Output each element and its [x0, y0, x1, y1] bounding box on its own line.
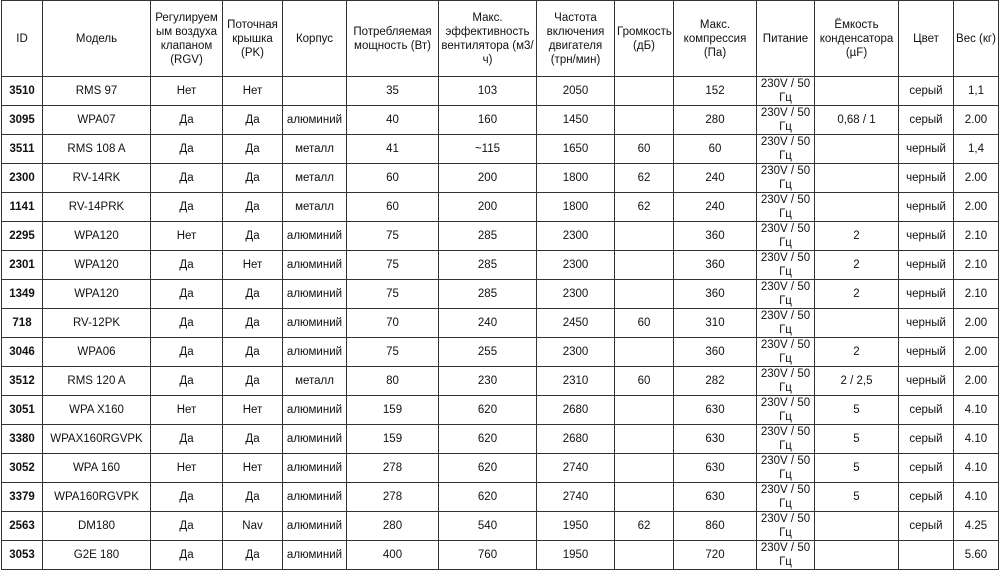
cell-weight: 4.25 — [954, 512, 999, 541]
cell-airflow: ~115 — [439, 135, 537, 164]
cell-capacitor: 2 — [815, 222, 899, 251]
cell-supply: 230V / 50 Гц — [757, 222, 815, 251]
table-row — [2, 251, 999, 280]
cell-rpm: 1800 — [537, 164, 615, 193]
cell-model: WPA120 — [43, 222, 151, 251]
cell-noise — [615, 396, 674, 425]
cell-noise — [615, 251, 674, 280]
header-power: Потребляемая мощность (Вт) — [347, 1, 439, 77]
header-id: ID — [2, 1, 43, 77]
cell-weight: 4.10 — [954, 483, 999, 512]
cell-noise — [615, 425, 674, 454]
cell-pressure: 282 — [674, 367, 757, 396]
cell-body: алюминий — [283, 338, 347, 367]
cell-airflow: 760 — [439, 541, 537, 570]
cell-model: RMS 97 — [43, 77, 151, 106]
cell-pressure: 280 — [674, 106, 757, 135]
cell-pressure: 60 — [674, 135, 757, 164]
cell-model: WPA 160 — [43, 454, 151, 483]
cell-id: 3379 — [2, 483, 43, 512]
cell-pk: Да — [223, 222, 283, 251]
cell-weight: 1,4 — [954, 135, 999, 164]
cell-rpm: 2300 — [537, 338, 615, 367]
cell-pressure: 240 — [674, 193, 757, 222]
header-rgv: Регулируем ым воздуха клапаном (RGV) — [151, 1, 223, 77]
cell-rgv: Да — [151, 251, 223, 280]
cell-noise — [615, 222, 674, 251]
table-row — [2, 77, 999, 106]
cell-id: 3380 — [2, 425, 43, 454]
cell-pressure: 310 — [674, 309, 757, 338]
cell-weight: 2.00 — [954, 338, 999, 367]
cell-airflow: 285 — [439, 280, 537, 309]
cell-capacitor — [815, 77, 899, 106]
cell-power: 278 — [347, 454, 439, 483]
cell-rgv: Да — [151, 280, 223, 309]
cell-pressure: 720 — [674, 541, 757, 570]
cell-pressure: 360 — [674, 251, 757, 280]
cell-body: алюминий — [283, 425, 347, 454]
cell-id: 3046 — [2, 338, 43, 367]
cell-id: 2295 — [2, 222, 43, 251]
cell-model: WPAX160RGVPK — [43, 425, 151, 454]
cell-rgv: Да — [151, 338, 223, 367]
cell-pressure: 860 — [674, 512, 757, 541]
cell-noise — [615, 454, 674, 483]
cell-capacitor: 2 — [815, 338, 899, 367]
cell-model: WPA120 — [43, 251, 151, 280]
cell-weight: 2.00 — [954, 164, 999, 193]
cell-color: черный — [899, 193, 954, 222]
cell-pk: Nav — [223, 512, 283, 541]
cell-pk: Да — [223, 193, 283, 222]
cell-body: алюминий — [283, 251, 347, 280]
cell-power: 75 — [347, 338, 439, 367]
cell-color: черный — [899, 135, 954, 164]
cell-color: серый — [899, 396, 954, 425]
cell-color: черный — [899, 338, 954, 367]
cell-capacitor: 2 / 2,5 — [815, 367, 899, 396]
cell-noise: 62 — [615, 512, 674, 541]
header-noise: Громкость (дБ) — [615, 1, 674, 77]
cell-pressure: 240 — [674, 164, 757, 193]
cell-pk: Да — [223, 483, 283, 512]
cell-noise — [615, 77, 674, 106]
cell-airflow: 200 — [439, 164, 537, 193]
cell-rpm: 2050 — [537, 77, 615, 106]
cell-color: черный — [899, 309, 954, 338]
table-row — [2, 106, 999, 135]
cell-color: черный — [899, 251, 954, 280]
cell-rpm: 2300 — [537, 251, 615, 280]
cell-model: RV-14PRK — [43, 193, 151, 222]
cell-body: алюминий — [283, 280, 347, 309]
cell-rpm: 2740 — [537, 454, 615, 483]
cell-capacitor — [815, 541, 899, 570]
spec-table — [1, 0, 999, 570]
cell-weight: 4.10 — [954, 454, 999, 483]
cell-rpm: 2300 — [537, 222, 615, 251]
cell-model: WPA X160 — [43, 396, 151, 425]
cell-pressure: 630 — [674, 483, 757, 512]
cell-model: WPA06 — [43, 338, 151, 367]
cell-body: алюминий — [283, 483, 347, 512]
cell-noise — [615, 106, 674, 135]
cell-id: 3511 — [2, 135, 43, 164]
cell-power: 35 — [347, 77, 439, 106]
cell-rgv: Да — [151, 483, 223, 512]
cell-rgv: Да — [151, 193, 223, 222]
cell-id: 3510 — [2, 77, 43, 106]
cell-power: 75 — [347, 251, 439, 280]
header-weight: Вес (кг) — [954, 1, 999, 77]
cell-noise — [615, 280, 674, 309]
table-row — [2, 164, 999, 193]
cell-supply: 230V / 50 Гц — [757, 280, 815, 309]
cell-supply: 230V / 50 Гц — [757, 338, 815, 367]
cell-supply: 230V / 50 Гц — [757, 309, 815, 338]
cell-pressure: 360 — [674, 338, 757, 367]
cell-pk: Да — [223, 280, 283, 309]
cell-model: WPA120 — [43, 280, 151, 309]
header-body: Корпус — [283, 1, 347, 77]
cell-rpm: 2680 — [537, 425, 615, 454]
cell-color — [899, 541, 954, 570]
cell-weight: 2.10 — [954, 280, 999, 309]
cell-supply: 230V / 50 Гц — [757, 454, 815, 483]
cell-pressure: 630 — [674, 425, 757, 454]
cell-id: 3051 — [2, 396, 43, 425]
cell-id: 2563 — [2, 512, 43, 541]
cell-capacitor: 2 — [815, 251, 899, 280]
cell-noise: 60 — [615, 367, 674, 396]
cell-body: металл — [283, 367, 347, 396]
table-row — [2, 367, 999, 396]
cell-body: алюминий — [283, 541, 347, 570]
table-row — [2, 309, 999, 338]
table-row — [2, 193, 999, 222]
cell-weight: 5.60 — [954, 541, 999, 570]
cell-rpm: 1950 — [537, 541, 615, 570]
cell-weight: 2.10 — [954, 222, 999, 251]
cell-power: 41 — [347, 135, 439, 164]
cell-model: RMS 108 A — [43, 135, 151, 164]
table-row — [2, 512, 999, 541]
cell-capacitor: 5 — [815, 425, 899, 454]
cell-power: 80 — [347, 367, 439, 396]
cell-power: 159 — [347, 425, 439, 454]
cell-pk: Да — [223, 309, 283, 338]
cell-color: серый — [899, 106, 954, 135]
cell-body: алюминий — [283, 512, 347, 541]
cell-capacitor — [815, 512, 899, 541]
header-pressure: Макс. компрессия (Па) — [674, 1, 757, 77]
table-row — [2, 280, 999, 309]
cell-pk: Да — [223, 164, 283, 193]
header-supply: Питание — [757, 1, 815, 77]
cell-rgv: Нет — [151, 77, 223, 106]
header-model: Модель — [43, 1, 151, 77]
cell-color: черный — [899, 367, 954, 396]
cell-supply: 230V / 50 Гц — [757, 541, 815, 570]
table-row — [2, 338, 999, 367]
cell-id: 3512 — [2, 367, 43, 396]
table-row — [2, 425, 999, 454]
cell-rgv: Да — [151, 425, 223, 454]
cell-airflow: 540 — [439, 512, 537, 541]
cell-pk: Да — [223, 338, 283, 367]
cell-supply: 230V / 50 Гц — [757, 367, 815, 396]
cell-airflow: 255 — [439, 338, 537, 367]
cell-id: 3052 — [2, 454, 43, 483]
cell-color: серый — [899, 454, 954, 483]
cell-color: серый — [899, 425, 954, 454]
cell-capacitor — [815, 309, 899, 338]
cell-model: RV-14RK — [43, 164, 151, 193]
cell-color: черный — [899, 222, 954, 251]
cell-model: DM180 — [43, 512, 151, 541]
cell-pk: Нет — [223, 77, 283, 106]
cell-color: черный — [899, 164, 954, 193]
table-row — [2, 454, 999, 483]
cell-airflow: 285 — [439, 222, 537, 251]
cell-airflow: 285 — [439, 251, 537, 280]
cell-pk: Да — [223, 135, 283, 164]
cell-rpm: 1650 — [537, 135, 615, 164]
cell-pressure: 630 — [674, 396, 757, 425]
cell-power: 400 — [347, 541, 439, 570]
cell-body: алюминий — [283, 454, 347, 483]
cell-body: алюминий — [283, 222, 347, 251]
cell-id: 718 — [2, 309, 43, 338]
cell-id: 2301 — [2, 251, 43, 280]
cell-airflow: 620 — [439, 396, 537, 425]
cell-rpm: 2680 — [537, 396, 615, 425]
cell-pressure: 360 — [674, 280, 757, 309]
cell-pk: Нет — [223, 454, 283, 483]
cell-capacitor: 5 — [815, 396, 899, 425]
cell-noise: 62 — [615, 193, 674, 222]
cell-weight: 1,1 — [954, 77, 999, 106]
cell-capacitor — [815, 193, 899, 222]
cell-pk: Нет — [223, 396, 283, 425]
cell-pressure: 152 — [674, 77, 757, 106]
cell-weight: 2.00 — [954, 193, 999, 222]
cell-weight: 4.10 — [954, 425, 999, 454]
cell-color: серый — [899, 77, 954, 106]
cell-supply: 230V / 50 Гц — [757, 396, 815, 425]
cell-airflow: 103 — [439, 77, 537, 106]
cell-weight: 2.00 — [954, 106, 999, 135]
cell-pk: Да — [223, 367, 283, 396]
cell-model: WPA160RGVPK — [43, 483, 151, 512]
cell-rpm: 1950 — [537, 512, 615, 541]
cell-body: металл — [283, 164, 347, 193]
cell-id: 3053 — [2, 541, 43, 570]
cell-color: черный — [899, 280, 954, 309]
cell-capacitor — [815, 135, 899, 164]
cell-rgv: Да — [151, 164, 223, 193]
cell-capacitor: 2 — [815, 280, 899, 309]
table-row — [2, 222, 999, 251]
table-row — [2, 396, 999, 425]
header-capacitor: Ёмкость конденсатора (µF) — [815, 1, 899, 77]
cell-color: серый — [899, 512, 954, 541]
cell-rpm: 2300 — [537, 280, 615, 309]
cell-capacitor: 5 — [815, 483, 899, 512]
cell-airflow: 620 — [439, 425, 537, 454]
cell-supply: 230V / 50 Гц — [757, 106, 815, 135]
cell-weight: 2.00 — [954, 367, 999, 396]
cell-rgv: Да — [151, 309, 223, 338]
header-color: Цвет — [899, 1, 954, 77]
cell-power: 75 — [347, 222, 439, 251]
cell-id: 2300 — [2, 164, 43, 193]
cell-rgv: Да — [151, 541, 223, 570]
cell-power: 159 — [347, 396, 439, 425]
cell-body — [283, 77, 347, 106]
cell-weight: 2.10 — [954, 251, 999, 280]
cell-supply: 230V / 50 Гц — [757, 77, 815, 106]
cell-id: 3095 — [2, 106, 43, 135]
cell-power: 60 — [347, 193, 439, 222]
cell-id: 1349 — [2, 280, 43, 309]
cell-model: RMS 120 A — [43, 367, 151, 396]
cell-rgv: Нет — [151, 454, 223, 483]
cell-airflow: 200 — [439, 193, 537, 222]
cell-body: металл — [283, 135, 347, 164]
cell-weight: 4.10 — [954, 396, 999, 425]
cell-body: алюминий — [283, 106, 347, 135]
cell-rpm: 2740 — [537, 483, 615, 512]
cell-supply: 230V / 50 Гц — [757, 251, 815, 280]
cell-rgv: Да — [151, 512, 223, 541]
cell-rpm: 2450 — [537, 309, 615, 338]
cell-capacitor: 5 — [815, 454, 899, 483]
cell-weight: 2.00 — [954, 309, 999, 338]
cell-rgv: Да — [151, 135, 223, 164]
cell-body: алюминий — [283, 309, 347, 338]
cell-noise: 60 — [615, 309, 674, 338]
cell-airflow: 620 — [439, 454, 537, 483]
cell-supply: 230V / 50 Гц — [757, 483, 815, 512]
cell-power: 70 — [347, 309, 439, 338]
cell-airflow: 230 — [439, 367, 537, 396]
cell-rgv: Нет — [151, 396, 223, 425]
cell-model: G2E 180 — [43, 541, 151, 570]
header-pk: Поточная крышка (PK) — [223, 1, 283, 77]
cell-power: 75 — [347, 280, 439, 309]
cell-noise — [615, 483, 674, 512]
cell-color: серый — [899, 483, 954, 512]
cell-body: алюминий — [283, 396, 347, 425]
cell-power: 278 — [347, 483, 439, 512]
cell-body: металл — [283, 193, 347, 222]
header-airflow: Макс. эффективность вентилятора (м3/ч) — [439, 1, 537, 77]
cell-power: 60 — [347, 164, 439, 193]
cell-rgv: Нет — [151, 222, 223, 251]
cell-noise — [615, 541, 674, 570]
cell-rgv: Да — [151, 367, 223, 396]
cell-airflow: 160 — [439, 106, 537, 135]
cell-airflow: 620 — [439, 483, 537, 512]
cell-supply: 230V / 50 Гц — [757, 512, 815, 541]
cell-pk: Да — [223, 106, 283, 135]
cell-pk: Да — [223, 425, 283, 454]
cell-rpm: 1450 — [537, 106, 615, 135]
cell-supply: 230V / 50 Гц — [757, 193, 815, 222]
cell-capacitor: 0,68 / 1 — [815, 106, 899, 135]
cell-id: 1141 — [2, 193, 43, 222]
cell-power: 40 — [347, 106, 439, 135]
header-rpm: Частота включения двигателя (трн/мин) — [537, 1, 615, 77]
cell-pressure: 630 — [674, 454, 757, 483]
cell-power: 280 — [347, 512, 439, 541]
cell-pressure: 360 — [674, 222, 757, 251]
cell-supply: 230V / 50 Гц — [757, 135, 815, 164]
cell-model: WPA07 — [43, 106, 151, 135]
cell-pk: Да — [223, 541, 283, 570]
table-row — [2, 541, 999, 570]
cell-airflow: 240 — [439, 309, 537, 338]
cell-pk: Нет — [223, 251, 283, 280]
table-row — [2, 135, 999, 164]
header-row — [2, 1, 999, 77]
cell-supply: 230V / 50 Гц — [757, 164, 815, 193]
cell-noise: 62 — [615, 164, 674, 193]
cell-rpm: 1800 — [537, 193, 615, 222]
cell-model: RV-12PK — [43, 309, 151, 338]
cell-noise — [615, 338, 674, 367]
cell-noise: 60 — [615, 135, 674, 164]
cell-capacitor — [815, 164, 899, 193]
cell-rpm: 2310 — [537, 367, 615, 396]
cell-supply: 230V / 50 Гц — [757, 425, 815, 454]
cell-rgv: Да — [151, 106, 223, 135]
table-row — [2, 483, 999, 512]
